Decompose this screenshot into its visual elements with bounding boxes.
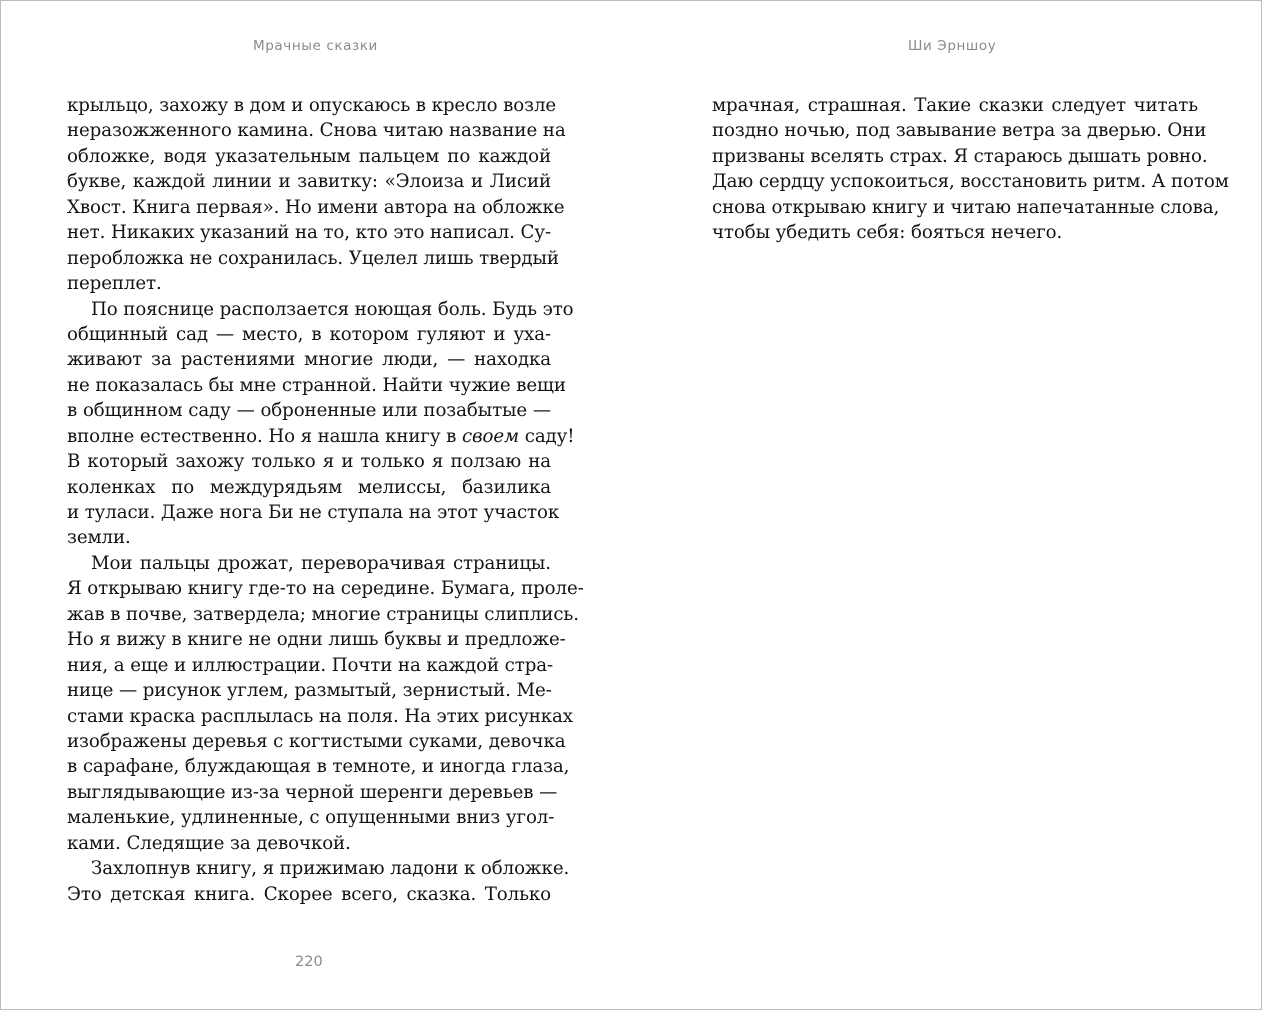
- text-line: выглядывающие из-за черной шеренги деревьев —: [67, 781, 558, 803]
- text-line: нице — рисунок углем, размытый, зернистый. Ме-: [67, 680, 552, 702]
- text-line: маленькие, удлиненные, с опущенными вниз угол-: [67, 807, 555, 829]
- text-line: В который захожу только я и только я ползаю на: [67, 451, 551, 473]
- text-line: мрачная, страшная. Такие сказки следует читать: [712, 95, 1198, 116]
- left-running-head: Мрачные сказки: [253, 38, 378, 54]
- text-line: Мои пальцы дрожат, переворачивая страницы.: [91, 552, 551, 574]
- text-line: снова открываю книгу и читаю напечатанные слова,: [712, 196, 1220, 218]
- text-line: крыльцо, захожу в дом и опускаюсь в кресло возле: [67, 95, 557, 116]
- line-text: вполне естественно. Но я нашла книгу в: [67, 425, 462, 447]
- text-line: Хвост. Книга первая». Но имени автора на обложке: [67, 196, 565, 218]
- text-line: призваны вселять страх. Я стараюсь дышать ровно.: [712, 145, 1208, 167]
- text-line: ками. Следящие за девочкой.: [67, 832, 351, 854]
- text-line: перобложка не сохранилась. Уцелел лишь твердый: [67, 247, 559, 269]
- italic-emphasis: своем: [461, 425, 520, 447]
- text-line: переплет.: [67, 273, 162, 295]
- text-line: и туласи. Даже нога Би не ступала на этот участок: [67, 502, 560, 523]
- text-line: общинный сад — место, в котором гуляют и уха-: [67, 323, 551, 345]
- right-running-head: Ши Эрншоу: [908, 38, 997, 54]
- text-line: не показалась бы мне странной. Найти чужие вещи: [67, 374, 566, 396]
- text-line: нет. Никаких указаний на то, кто это написал. Су-: [67, 222, 551, 244]
- text-line: По пояснице расползается ноющая боль. Будь это: [91, 298, 574, 320]
- text-line: неразожженного камина. Снова читаю название на: [67, 120, 566, 142]
- text-line: чтобы убедить себя: бояться нечего.: [712, 222, 1063, 244]
- text-line-with-italic: [67, 424, 575, 449]
- text-line: Я открываю книгу где-то на середине. Бумага, проле-: [67, 578, 584, 600]
- text-line: коленках по междурядьям мелиссы, базилика: [67, 476, 551, 498]
- page-number: 220: [295, 954, 323, 970]
- text-line: поздно ночью, под завывание ветра за дверью. Они: [712, 120, 1207, 142]
- left-page-text: [67, 93, 584, 907]
- text-line: живают за растениями многие люди, — находка: [67, 349, 551, 371]
- line-text: саду!: [519, 425, 575, 447]
- text-line: Даю сердцу успокоиться, восстановить ритм. А потом: [712, 171, 1229, 193]
- text-line: обложке, водя указательным пальцем по каждой: [67, 145, 551, 167]
- text-line: жав в почве, затвердела; многие страницы слиплись.: [67, 603, 579, 625]
- text-line: Но я вижу в книге не одни лишь буквы и предложе-: [67, 629, 566, 651]
- right-page-text: [712, 93, 1229, 246]
- text-line: изображены деревья с когтистыми суками, девочка: [67, 730, 566, 752]
- text-line: стами краска расплылась на поля. На этих рисунках: [67, 705, 573, 727]
- text-line: земли.: [67, 527, 131, 549]
- text-line: в сарафане, блуждающая в темноте, и иногда глаза,: [67, 756, 570, 778]
- text-line: Захлопнув книгу, я прижимаю ладони к обложке.: [91, 858, 570, 880]
- text-line: ния, а еще и иллюстрации. Почти на каждой стра-: [67, 654, 554, 676]
- text-line: Это детская книга. Скорее всего, сказка. Только: [67, 883, 551, 905]
- text-line: в общинном саду — оброненные или позабытые —: [67, 400, 551, 422]
- text-line: букве, каждой линии и завитку: «Элоиза и Лисий: [67, 171, 551, 193]
